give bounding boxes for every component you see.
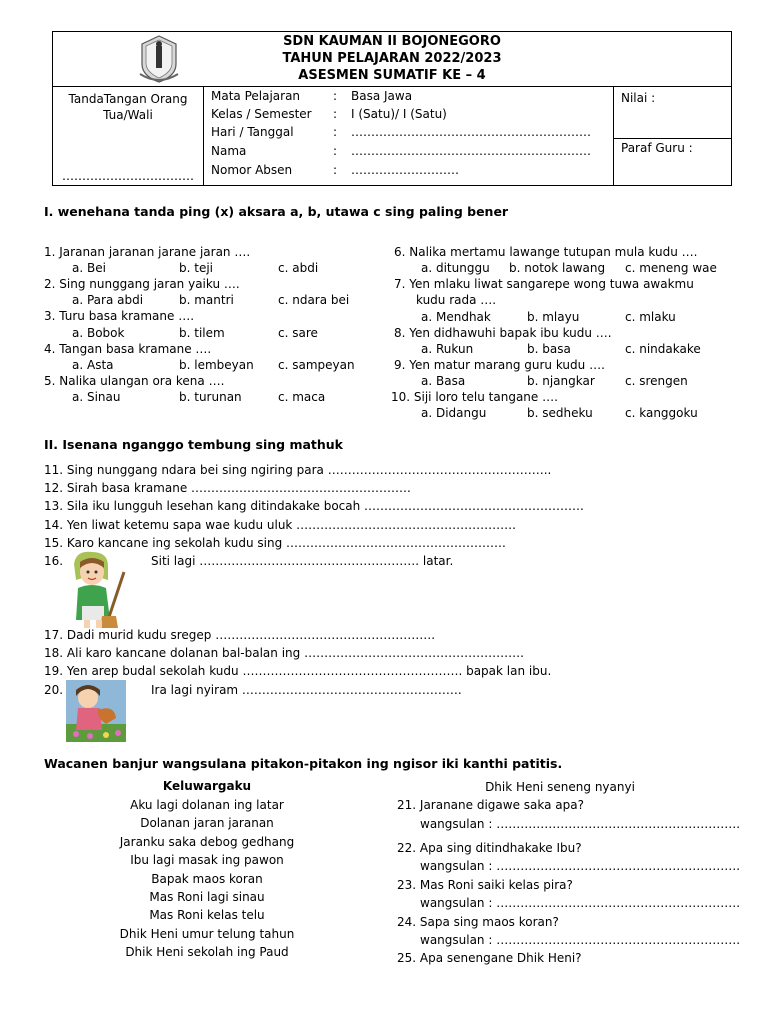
fill-question[interactable]: 17. Dadi murid kudu sregep ………………………………………………. xyxy=(44,628,436,642)
field-colon: : xyxy=(333,107,338,121)
field-label: Hari / Tanggal xyxy=(211,125,294,139)
option-b[interactable]: b. notok lawang xyxy=(509,261,606,275)
reading-question: 22. Apa sing ditindhakake Ibu? xyxy=(397,841,582,855)
question-7-cont: kudu rada …. xyxy=(416,293,497,307)
poem-line-continued: Dhik Heni seneng nyanyi xyxy=(485,780,635,794)
poem-title: Keluwargaku xyxy=(162,779,252,793)
answer-field[interactable]: wangsulan : ……………………………………………………. xyxy=(420,859,741,873)
absence-number-field[interactable]: ……………………… xyxy=(351,163,459,177)
school-name: SDN KAUMAN II BOJONEGORO xyxy=(283,34,501,49)
question-10: 10. Siji loro telu tangane …. xyxy=(391,390,558,404)
field-colon: : xyxy=(333,163,338,177)
option-c[interactable]: c. mlaku xyxy=(625,310,676,324)
option-c[interactable]: c. srengen xyxy=(625,374,688,388)
option-c[interactable]: c. ndara bei xyxy=(278,293,350,307)
option-b[interactable]: b. njangkar xyxy=(527,374,595,388)
reading-question: 25. Apa senengane Dhik Heni? xyxy=(397,951,582,965)
option-a[interactable]: a. Didangu xyxy=(421,406,487,420)
option-c[interactable]: c. abdi xyxy=(278,261,319,275)
question-16-text[interactable]: Siti lagi ………………………………………………. latar. xyxy=(151,554,454,568)
field-label: Nomor Absen xyxy=(211,163,293,177)
option-a[interactable]: a. Asta xyxy=(72,358,114,372)
teacher-sign-label: Paraf Guru : xyxy=(621,141,693,155)
option-a[interactable]: a. Mendhak xyxy=(421,310,491,324)
option-b[interactable]: b. basa xyxy=(527,342,571,356)
poem-line: Dolanan jaran jaranan xyxy=(140,816,274,830)
fill-question[interactable]: 14. Yen liwat ketemu sapa wae kudu uluk ………………………………………………. xyxy=(44,518,516,532)
option-a[interactable]: a. Rukun xyxy=(421,342,474,356)
option-b[interactable]: b. mlayu xyxy=(527,310,580,324)
question-3: 3. Turu basa kramane …. xyxy=(44,309,195,323)
question-20-text[interactable]: Ira lagi nyiram ………………………………………………. xyxy=(151,683,462,697)
score-label: Nilai : xyxy=(621,91,656,105)
poem-line: Aku lagi dolanan ing latar xyxy=(130,798,284,812)
poem-line: Dhik Heni sekolah ing Paud xyxy=(125,945,289,959)
option-a[interactable]: a. Sinau xyxy=(72,390,121,404)
answer-field[interactable]: wangsulan : ……………………………………………………. xyxy=(420,933,741,947)
school-logo-icon xyxy=(136,34,182,84)
question-6: 6. Nalika mertamu lawange tutupan mula kudu …. xyxy=(394,245,698,259)
answer-field[interactable]: wangsulan : ……………………………………………………. xyxy=(420,896,741,910)
poem-line: Jaranku saka debog gedhang xyxy=(119,835,295,849)
reading-question: 21. Jaranane digawe saka apa? xyxy=(397,798,584,812)
fill-question[interactable]: 18. Ali karo kancane dolanan bal-balan ing ………………………………………………. xyxy=(44,646,524,660)
question-20-number: 20. xyxy=(44,683,64,697)
option-b[interactable]: b. mantri xyxy=(179,293,234,307)
section3-title: Wacanen banjur wangsulana pitakon-pitakon ing ngisor iki kanthi patitis. xyxy=(44,756,563,771)
fill-question[interactable]: 15. Karo kancane ing sekolah kudu sing ………………………………………………. xyxy=(44,536,506,550)
poem-line: Ibu lagi masak ing pawon xyxy=(130,853,284,867)
option-c[interactable]: c. sare xyxy=(278,326,318,340)
poem-line: Mas Roni lagi sinau xyxy=(149,890,265,904)
option-b[interactable]: b. turunan xyxy=(179,390,242,404)
parent-signature-label: TandaTangan Orang Tua/Wali xyxy=(68,92,188,122)
poem-line: Bapak maos koran xyxy=(151,872,263,886)
sweeping-girl-illustration xyxy=(66,550,132,630)
question-9: 9. Yen matur marang guru kudu …. xyxy=(394,358,605,372)
question-8: 8. Yen didhawuhi bapak ibu kudu …. xyxy=(394,326,612,340)
field-colon: : xyxy=(333,125,338,139)
parent-signature-line: …………………………… xyxy=(62,169,194,183)
field-label: Nama xyxy=(211,144,247,158)
name-field[interactable]: …………………………………………………… xyxy=(351,144,591,158)
option-c[interactable]: c. meneng wae xyxy=(625,261,717,275)
option-c[interactable]: c. maca xyxy=(278,390,326,404)
question-4: 4. Tangan basa kramane …. xyxy=(44,342,212,356)
option-c[interactable]: c. nindakake xyxy=(625,342,701,356)
option-c[interactable]: c. kanggoku xyxy=(625,406,698,420)
section2-title: II. Isenana nganggo tembung sing mathuk xyxy=(44,437,343,452)
field-colon: : xyxy=(333,144,338,158)
field-label: Kelas / Semester xyxy=(211,107,312,121)
fill-question[interactable]: 12. Sirah basa kramane ………………………………………………. xyxy=(44,481,411,495)
answer-field[interactable]: wangsulan : ……………………………………………………. xyxy=(420,817,741,831)
subject-value: Basa Jawa xyxy=(351,89,413,103)
option-a[interactable]: a. Para abdi xyxy=(72,293,144,307)
question-5: 5. Nalika ulangan ora kena …. xyxy=(44,374,225,388)
watering-plants-illustration xyxy=(66,680,126,742)
date-field[interactable]: …………………………………………………… xyxy=(351,125,591,139)
reading-question: 23. Mas Roni saiki kelas pira? xyxy=(397,878,573,892)
option-a[interactable]: a. ditunggu xyxy=(421,261,490,275)
poem-line: Dhik Heni umur telung tahun xyxy=(119,927,295,941)
question-1: 1. Jaranan jaranan jarane jaran …. xyxy=(44,245,251,259)
option-c[interactable]: c. sampeyan xyxy=(278,358,355,372)
fill-question[interactable]: 13. Sila iku lungguh lesehan kang ditindakake bocah ………………………………………………. xyxy=(44,499,584,513)
identity-table xyxy=(52,86,732,186)
question-7: 7. Yen mlaku liwat sangarepe wong tuwa awakmu xyxy=(394,277,694,291)
section1-title: I. wenehana tanda ping (x) aksara a, b, utawa c sing paling bener xyxy=(44,204,509,219)
option-b[interactable]: b. tilem xyxy=(179,326,225,340)
fill-question[interactable]: 11. Sing nunggang ndara bei sing ngiring para ……………………………………………….. xyxy=(44,463,552,477)
field-colon: : xyxy=(333,89,338,103)
option-a[interactable]: a. Basa xyxy=(421,374,466,388)
fill-question[interactable]: 19. Yen arep budal sekolah kudu ………………………………………………. bapak lan ibu. xyxy=(44,664,552,678)
exam-title: ASESMEN SUMATIF KE – 4 xyxy=(298,68,486,83)
class-value: I (Satu)/ I (Satu) xyxy=(351,107,447,121)
question-16-number: 16. xyxy=(44,554,64,568)
poem-line: Mas Roni kelas telu xyxy=(149,908,265,922)
question-2: 2. Sing nunggang jaran yaiku …. xyxy=(44,277,240,291)
reading-question: 24. Sapa sing maos koran? xyxy=(397,915,559,929)
school-year: TAHUN PELAJARAN 2022/2023 xyxy=(282,51,502,66)
field-label: Mata Pelajaran xyxy=(211,89,301,103)
option-a[interactable]: a. Bobok xyxy=(72,326,125,340)
option-b[interactable]: b. lembeyan xyxy=(179,358,254,372)
option-b[interactable]: b. sedheku xyxy=(527,406,593,420)
option-a[interactable]: a. Bei xyxy=(72,261,106,275)
option-b[interactable]: b. teji xyxy=(179,261,214,275)
